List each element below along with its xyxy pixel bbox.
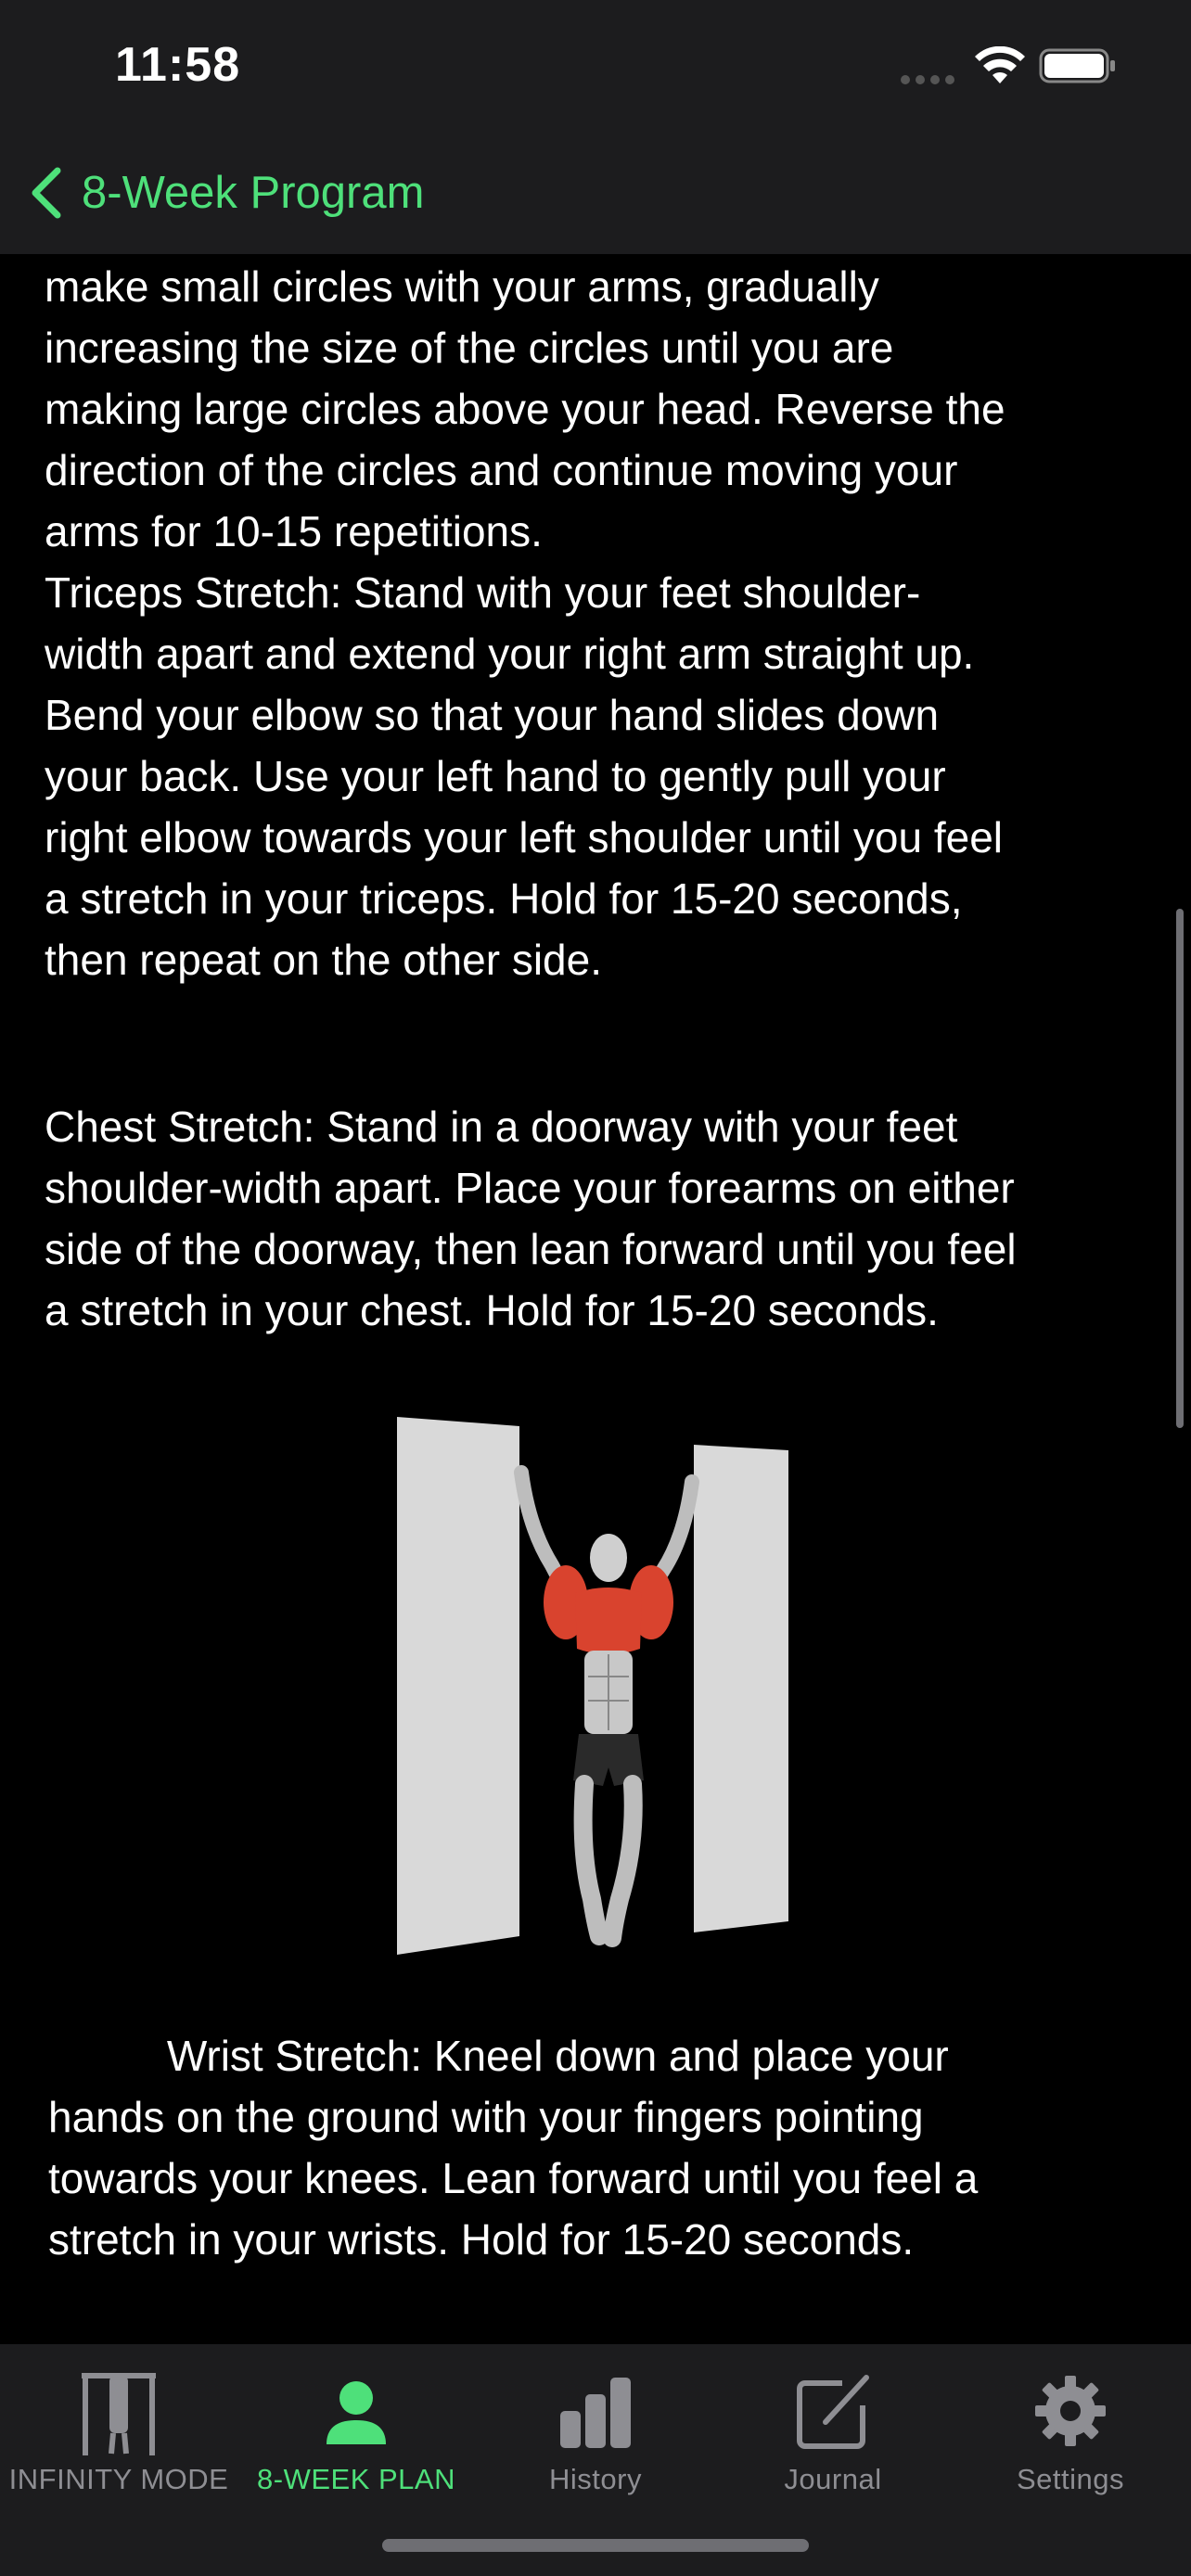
content-scroll-area[interactable] [0,254,1191,2344]
stretch-description-arm-circles-triceps: make small circles with your arms, gradually increasing the size of the circles until you are making large circles above your head. Reverse the direction of the circles and continue moving your arms for 10-15 repetitions. Triceps Stretch: Stand with your feet shoulder- width apart and extend your right arm straight up. Bend your elbow so that your hand slides down your back. Use your left hand to gently pull your right elbow towards your left shoulder until you feel a stretch in your triceps. Hold for 15-20 seconds, then repeat on the other side. [45,262,1005,984]
tab-label: INFINITY MODE [8,2463,229,2495]
stretch-description-wrist: Wrist Stretch: Kneel down and place your hands on the ground with your fingers pointing towards your knees. Lean forward until you feel a stretch in your wrists. Hold for 15-20 seconds. [48,2032,979,2264]
wifi-icon [974,46,1026,85]
back-button-label: 8-Week Program [82,168,425,218]
scroll-indicator [1176,909,1184,1428]
tab-journal[interactable] [714,2344,952,2530]
chest-stretch-illustration [390,1417,807,1955]
compose-icon [787,2365,879,2457]
battery-icon [1039,48,1117,83]
back-button[interactable] [28,156,424,230]
tab-label: 8-WEEK PLAN [257,2463,455,2495]
stretch-description-chest: Chest Stretch: Stand in a doorway with your feet shoulder-width apart. Place your forearms on either side of the doorway, then lean forward until you feel a stretch in your chest. Hold for 15-20 seconds. [45,1103,1017,1334]
tab-label: Settings [1016,2463,1124,2495]
top-bar [0,0,1191,254]
tab-settings[interactable] [952,2344,1189,2530]
home-indicator[interactable] [382,2539,809,2552]
tab-label: History [549,2463,642,2495]
pullup-bar-icon [72,2365,165,2457]
bar-chart-icon [549,2365,642,2457]
cellular-signal-icon [900,74,959,85]
tab-history[interactable] [477,2344,714,2530]
tab-8-week-plan[interactable] [237,2344,475,2530]
tab-label: Journal [784,2463,882,2495]
person-icon [310,2365,403,2457]
chevron-left-icon [28,165,65,221]
status-time: 11:58 [115,38,241,92]
gear-icon [1024,2365,1117,2457]
tab-infinity-mode[interactable] [0,2344,237,2530]
